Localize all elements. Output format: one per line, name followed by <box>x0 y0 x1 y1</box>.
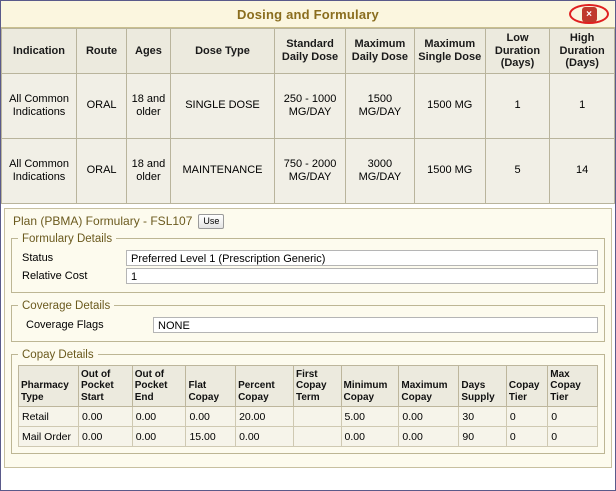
status-row <box>18 250 598 266</box>
column-header-standard-daily-dose: Standard Daily Dose <box>275 29 346 74</box>
cell-first-copay-term <box>293 427 341 447</box>
copay-details-legend: Copay Details <box>22 348 94 361</box>
column-header-max-copay-tier: Max Copay Tier <box>548 365 598 407</box>
column-header-copay-tier: Copay Tier <box>506 365 547 407</box>
table-row <box>2 138 615 203</box>
column-header-high-duration: High Duration (Days) <box>550 29 615 74</box>
cell-days-supply: 30 <box>459 407 507 427</box>
cell-maximum-copay: 0.00 <box>399 407 459 427</box>
coverage-flags-row <box>18 317 598 333</box>
cell-oop-start: 0.00 <box>78 427 132 447</box>
cell-dose-type: MAINTENANCE <box>170 138 274 203</box>
column-header-dose-type: Dose Type <box>170 29 274 74</box>
formulary-details-legend: Formulary Details <box>22 232 113 245</box>
cell-route: ORAL <box>77 138 127 203</box>
close-icon[interactable]: × <box>582 7 597 22</box>
cell-maximum-single-dose: 1500 MG <box>414 73 485 138</box>
cell-oop-end: 0.00 <box>132 407 186 427</box>
cell-max-copay-tier: 0 <box>548 427 598 447</box>
cell-maximum-copay: 0.00 <box>399 427 459 447</box>
cell-flat-copay: 0.00 <box>186 407 236 427</box>
column-header-days-supply: Days Supply <box>459 365 507 407</box>
cell-first-copay-term <box>293 407 341 427</box>
cell-low-duration: 5 <box>485 138 550 203</box>
cell-high-duration: 14 <box>550 138 615 203</box>
formulary-title: Plan (PBMA) Formulary - FSL107 <box>13 214 193 229</box>
column-header-maximum-copay: Maximum Copay <box>399 365 459 407</box>
cell-percent-copay: 20.00 <box>236 407 294 427</box>
column-header-maximum-single-dose: Maximum Single Dose <box>414 29 485 74</box>
cell-indication: All Common Indications <box>2 73 77 138</box>
cell-maximum-single-dose: 1500 MG <box>414 138 485 203</box>
copay-table <box>18 365 598 448</box>
formulary-header <box>13 214 605 229</box>
window-titlebar <box>1 1 615 28</box>
cell-oop-start: 0.00 <box>78 407 132 427</box>
status-value: Preferred Level 1 (Prescription Generic) <box>126 250 598 266</box>
coverage-details-group <box>11 300 605 342</box>
cell-copay-tier: 0 <box>506 427 547 447</box>
status-label: Status <box>22 251 54 264</box>
cell-low-duration: 1 <box>485 73 550 138</box>
column-header-low-duration: Low Duration (Days) <box>485 29 550 74</box>
cell-percent-copay: 0.00 <box>236 427 294 447</box>
column-header-minimum-copay: Minimum Copay <box>341 365 399 407</box>
relative-cost-value: 1 <box>126 268 598 284</box>
column-header-pharmacy-type: Pharmacy Type <box>19 365 79 407</box>
column-header-flat-copay: Flat Copay <box>186 365 236 407</box>
cell-route: ORAL <box>77 73 127 138</box>
formulary-details-group <box>11 233 605 293</box>
column-header-percent-copay: Percent Copay <box>236 365 294 407</box>
cell-minimum-copay: 5.00 <box>341 407 399 427</box>
column-header-first-copay-term: First Copay Term <box>293 365 341 407</box>
table-row <box>19 427 598 447</box>
cell-maximum-daily-dose: 1500 MG/DAY <box>346 73 415 138</box>
formulary-panel <box>4 208 612 469</box>
cell-ages: 18 and older <box>127 73 171 138</box>
close-button-highlight <box>569 4 609 24</box>
cell-high-duration: 1 <box>550 73 615 138</box>
cell-days-supply: 90 <box>459 427 507 447</box>
dosing-table-container <box>1 28 615 204</box>
column-header-maximum-daily-dose: Maximum Daily Dose <box>346 29 415 74</box>
table-row <box>19 407 598 427</box>
page-title: Dosing and Formulary <box>237 6 379 22</box>
cell-standard-daily-dose: 750 - 2000 MG/DAY <box>275 138 346 203</box>
relative-cost-label: Relative Cost <box>22 269 88 282</box>
table-row <box>2 73 615 138</box>
cell-dose-type: SINGLE DOSE <box>170 73 274 138</box>
relative-cost-row <box>18 268 598 284</box>
coverage-flags-label: Coverage Flags <box>26 318 104 331</box>
cell-oop-end: 0.00 <box>132 427 186 447</box>
cell-pharmacy-type: Retail <box>19 407 79 427</box>
cell-standard-daily-dose: 250 - 1000 MG/DAY <box>275 73 346 138</box>
column-header-route: Route <box>77 29 127 74</box>
column-header-ages: Ages <box>127 29 171 74</box>
copay-details-group <box>11 349 605 455</box>
dosing-table-header-row <box>2 29 615 74</box>
copay-table-header-row <box>19 365 598 407</box>
coverage-flags-value: NONE <box>153 317 598 333</box>
cell-copay-tier: 0 <box>506 407 547 427</box>
cell-maximum-daily-dose: 3000 MG/DAY <box>346 138 415 203</box>
column-header-indication: Indication <box>2 29 77 74</box>
cell-max-copay-tier: 0 <box>548 407 598 427</box>
cell-pharmacy-type: Mail Order <box>19 427 79 447</box>
cell-flat-copay: 15.00 <box>186 427 236 447</box>
column-header-out-of-pocket-start: Out of Pocket Start <box>78 365 132 407</box>
coverage-details-legend: Coverage Details <box>22 299 111 312</box>
cell-minimum-copay: 0.00 <box>341 427 399 447</box>
use-button[interactable]: Use <box>198 214 224 229</box>
column-header-out-of-pocket-end: Out of Pocket End <box>132 365 186 407</box>
cell-ages: 18 and older <box>127 138 171 203</box>
cell-indication: All Common Indications <box>2 138 77 203</box>
dosing-table <box>1 28 615 204</box>
